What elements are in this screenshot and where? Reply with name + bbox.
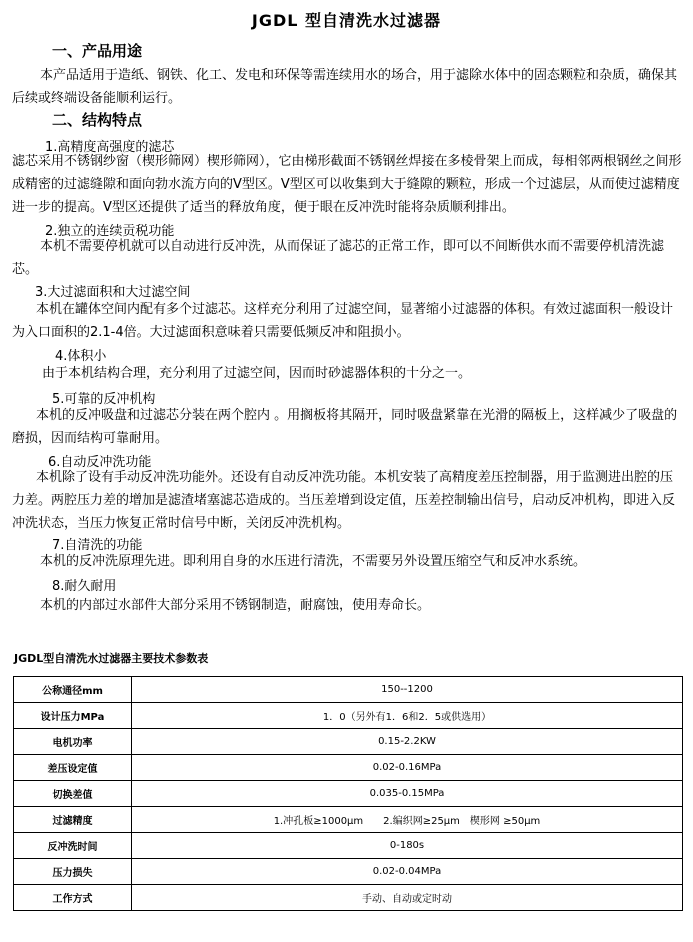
spec-value: 0.02-0.04MPa (132, 859, 683, 885)
spec-label: 工作方式 (14, 885, 132, 911)
spec-label: 差压设定值 (14, 755, 132, 781)
spec-value: 150--1200 (132, 677, 683, 703)
feature-title-1: 1.高精度高强度的滤芯 (45, 140, 175, 155)
feature-title-7: 7.自清洗的功能 (52, 538, 143, 553)
feature-text-1: 滤芯采用不锈钢纱窗（楔形筛网）楔形筛网），它由梯形截面不锈钢丝焊接在多棱骨架上而成，每相邻两根钢丝之间形成精密的过滤缝隙和面向勃水流方向的V型区。V型区可以收集到大于缝隙的颗粒，形成一个过滤层，从而使过滤精度进一步的提高。V型区还提供了适当的释放角度，便于眼在反冲洗时能将杂质顺利排出。 (12, 154, 682, 215)
feature-title-2: 2.独立的连续贡税功能 (45, 224, 175, 239)
table-row (14, 703, 683, 729)
spec-label: 过滤精度 (14, 807, 132, 833)
feature-title-8: 8.耐久耐用 (52, 579, 117, 594)
spec-table-title: JGDL型自清洗水过滤器主要技术参数表 (14, 652, 209, 665)
spec-value: 0.02-0.16MPa (132, 755, 683, 781)
spec-label: 压力损失 (14, 859, 132, 885)
feature-text-5: 本机的反冲吸盘和过滤芯分装在两个腔内 。用搁板将其隔开，同时吸盘紧靠在光滑的隔板上，这样减少了吸盘的磨损，因而结构可靠耐用。 (12, 408, 678, 446)
table-row (14, 807, 683, 833)
table-row (14, 677, 683, 703)
spec-value: 1．0（另外有1．6和2．5或供选用） (132, 703, 683, 729)
spec-value: 0.15-2.2KW (132, 729, 683, 755)
spec-label: 设计压力MPa (14, 703, 132, 729)
feature-title-3: 3.大过滤面积和大过滤空间 (35, 285, 191, 300)
feature-text-8: 本机的内部过水部件大部分采用不锈钢制造，耐腐蚀，使用寿命长。 (40, 598, 431, 613)
feature-title-4: 4.体积小 (55, 349, 107, 364)
feature-text-6: 本机除了设有手动反冲洗功能外。还设有自动反冲洗功能。本机安装了高精度差压控制器，用于监测进出腔的压力差。两腔压力差的增加是滤渣堵塞滤芯造成的。当压差增到设定值，压差控制输出信号，启动反冲机构，即进入反冲洗状态，当压力恢复正常时信号中断，关闭反冲洗机构。 (12, 470, 676, 531)
spec-value: 0.035-0.15MPa (132, 781, 683, 807)
table-row (14, 781, 683, 807)
feature-title-6: 6.自动反冲洗功能 (48, 455, 152, 470)
table-row (14, 859, 683, 885)
table-row (14, 755, 683, 781)
feature-text-7: 本机的反冲洗原理先进。即利用自身的水压进行清洗，不需要另外设置压缩空气和反冲水系统。 (40, 554, 587, 569)
spec-label: 切换差值 (14, 781, 132, 807)
table-row (14, 885, 683, 911)
section-heading-structure: 二、结构特点 (52, 111, 143, 129)
feature-text-3: 本机在罐体空间内配有多个过滤芯。这样充分利用了过滤空间，显著缩小过滤器的体积。有效过滤面积一般设计 为入口面积的2.1-4倍。大过滤面积意味着只需要低频反冲和阻损小。 (12, 302, 674, 340)
feature-text-4: 由于本机结构合理，充分利用了过滤空间，因而时砂滤器体积的十分之一。 (42, 366, 472, 381)
section-heading-usage: 一、产品用途 (52, 42, 143, 60)
table-row (14, 729, 683, 755)
table-row (14, 833, 683, 859)
spec-value: 手动、自动或定时动 (132, 885, 683, 911)
feature-title-5: 5.可靠的反冲机构 (52, 392, 156, 407)
spec-label: 公称通径mm (14, 677, 132, 703)
spec-value: 0-180s (132, 833, 683, 859)
feature-text-2: 本机不需要停机就可以自动进行反冲洗，从而保证了滤芯的正常工作，即可以不间断供水而不需要停机清洗滤芯。 (12, 239, 665, 277)
spec-table (13, 676, 683, 911)
usage-paragraph: 本产品适用于造纸、钢铁、化工、发电和环保等需连续用水的场合，用于滤除水体中的固态颗粒和杂质，确保其后续或终端设备能顺利运行。 (12, 68, 678, 106)
spec-label: 反冲洗时间 (14, 833, 132, 859)
document-title: JGDL 型自清洗水过滤器 (251, 11, 442, 30)
spec-value: 1.冲孔板≥1000μm 2.编织网≥25μm 楔形网 ≥50μm (132, 807, 683, 833)
spec-label: 电机功率 (14, 729, 132, 755)
